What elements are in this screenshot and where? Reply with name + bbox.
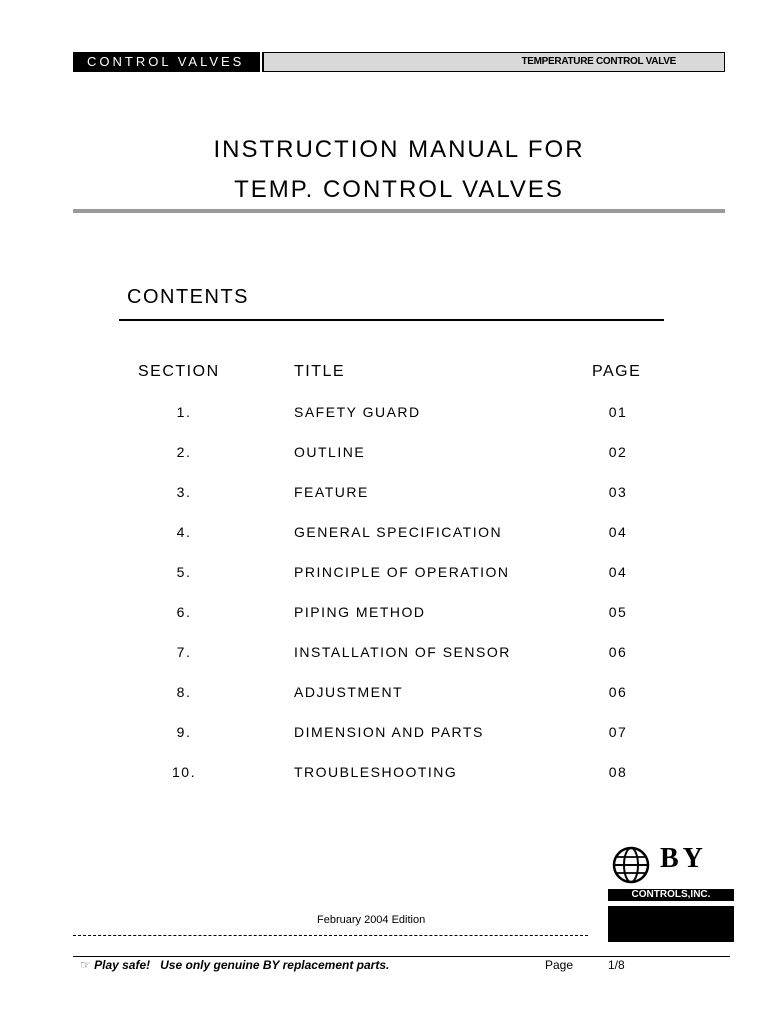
row-page: 02 <box>608 444 628 460</box>
dashed-divider <box>73 935 588 936</box>
row-page: 05 <box>608 604 628 620</box>
title-divider <box>73 209 725 213</box>
logo-wordmark: BY <box>660 843 707 874</box>
footer-page-label: Page <box>545 958 574 972</box>
header-section-label: CONTROL VALVES <box>73 52 259 72</box>
row-section-number: 8. <box>176 684 192 700</box>
row-page: 06 <box>608 644 628 660</box>
logo-company-name: CONTROLS,INC. <box>608 889 734 901</box>
row-section-number: 3. <box>176 484 192 500</box>
row-title: OUTLINE <box>294 444 366 460</box>
row-section-number: 4. <box>176 524 192 540</box>
row-section-number: 10. <box>172 764 196 780</box>
footer-page-number: 1/8 <box>608 958 625 972</box>
row-title: PIPING METHOD <box>294 604 426 620</box>
page-title-line-1: INSTRUCTION MANUAL FOR <box>213 136 585 163</box>
header-document-type: TEMPERATURE CONTROL VALVE <box>263 52 725 72</box>
row-title: ADJUSTMENT <box>294 684 404 700</box>
footer-divider <box>73 956 730 957</box>
row-page: 08 <box>608 764 628 780</box>
column-header-page: PAGE <box>592 363 642 380</box>
row-section-number: 9. <box>176 724 192 740</box>
column-header-section: SECTION <box>138 363 220 380</box>
contents-divider <box>119 319 664 321</box>
footer-notice <box>80 958 389 972</box>
row-title: TROUBLESHOOTING <box>294 764 458 780</box>
row-section-number: 6. <box>176 604 192 620</box>
column-header-title: TITLE <box>294 363 346 380</box>
logo-block <box>608 906 734 942</box>
row-title: DIMENSION AND PARTS <box>294 724 484 740</box>
row-title: INSTALLATION OF SENSOR <box>294 644 511 660</box>
row-title: SAFETY GUARD <box>294 404 421 420</box>
page-title-line-2: TEMP. CONTROL VALVES <box>234 176 564 203</box>
pointing-hand-icon: ☞ <box>80 958 91 972</box>
row-page: 06 <box>608 684 628 700</box>
contents-heading: CONTENTS <box>127 286 249 308</box>
row-section-number: 1. <box>176 404 192 420</box>
row-page: 01 <box>608 404 628 420</box>
row-page: 03 <box>608 484 628 500</box>
row-title: FEATURE <box>294 484 369 500</box>
edition-note: February 2004 Edition <box>317 914 426 926</box>
row-section-number: 2. <box>176 444 192 460</box>
row-section-number: 7. <box>176 644 192 660</box>
row-title: GENERAL SPECIFICATION <box>294 524 503 540</box>
row-page: 04 <box>608 564 628 580</box>
globe-icon <box>611 845 651 885</box>
row-section-number: 5. <box>176 564 192 580</box>
row-page: 04 <box>608 524 628 540</box>
row-page: 07 <box>608 724 628 740</box>
footer-notice-text: Play safe! Use only genuine BY replacement parts. <box>94 958 390 972</box>
row-title: PRINCIPLE OF OPERATION <box>294 564 510 580</box>
